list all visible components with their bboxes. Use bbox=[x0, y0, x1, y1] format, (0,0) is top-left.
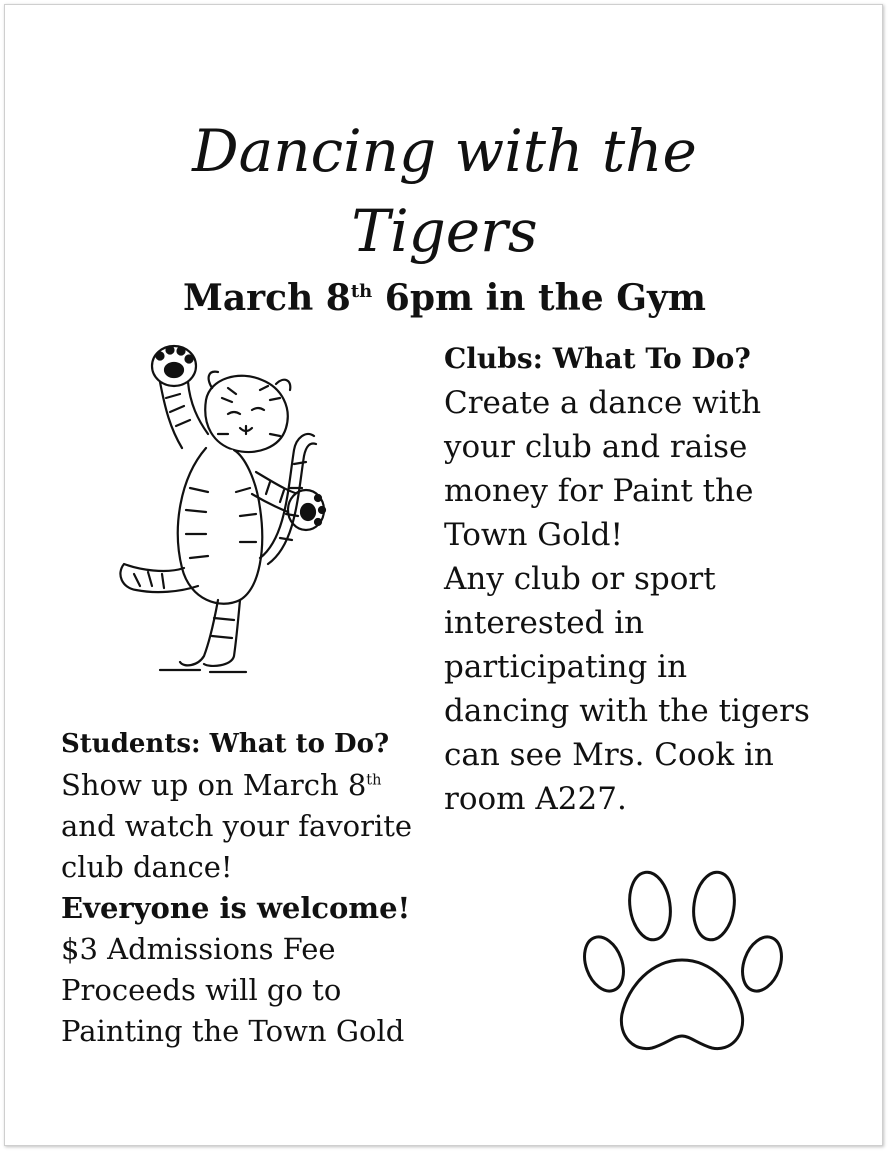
clubs-line: room A227. bbox=[444, 781, 627, 817]
students-line bbox=[61, 765, 431, 806]
clubs-line: Create a dance with bbox=[444, 385, 762, 421]
students-section bbox=[61, 724, 431, 1052]
proceeds-line: Proceeds will go to bbox=[61, 973, 342, 1007]
clubs-line: your club and raise bbox=[444, 429, 748, 465]
event-date-suffix: th bbox=[350, 281, 373, 302]
students-line: and watch your favorite bbox=[61, 809, 413, 843]
clubs-heading: Clubs: What To Do? bbox=[444, 342, 751, 375]
clubs-line: interested in bbox=[444, 605, 645, 641]
flyer-title-line-1: Dancing with the bbox=[192, 117, 697, 185]
everyone-welcome: Everyone is welcome! bbox=[61, 891, 411, 925]
event-date: March 8 bbox=[183, 277, 351, 319]
clubs-line: Any club or sport bbox=[444, 561, 716, 597]
proceeds-line: Painting the Town Gold bbox=[61, 1014, 405, 1048]
clubs-section bbox=[444, 337, 864, 821]
event-date-location bbox=[0, 276, 889, 320]
students-line-text: Show up on March 8 bbox=[61, 768, 367, 802]
admission-fee: $3 Admissions Fee bbox=[61, 932, 336, 966]
clubs-line: Town Gold! bbox=[444, 517, 623, 553]
flyer-title-line-2: Tigers bbox=[351, 197, 538, 265]
clubs-line: money for Paint the bbox=[444, 473, 754, 509]
dancing-tiger-illustration bbox=[110, 338, 330, 678]
clubs-line: participating in bbox=[444, 649, 688, 685]
students-date-suffix: th bbox=[366, 772, 382, 789]
paw-print-icon bbox=[582, 868, 786, 1058]
students-heading: Students: What to Do? bbox=[61, 729, 390, 759]
clubs-line: dancing with the tigers bbox=[444, 693, 810, 729]
clubs-line: can see Mrs. Cook in bbox=[444, 737, 774, 773]
event-time-location: 6pm in the Gym bbox=[372, 277, 706, 319]
students-line: club dance! bbox=[61, 850, 233, 884]
